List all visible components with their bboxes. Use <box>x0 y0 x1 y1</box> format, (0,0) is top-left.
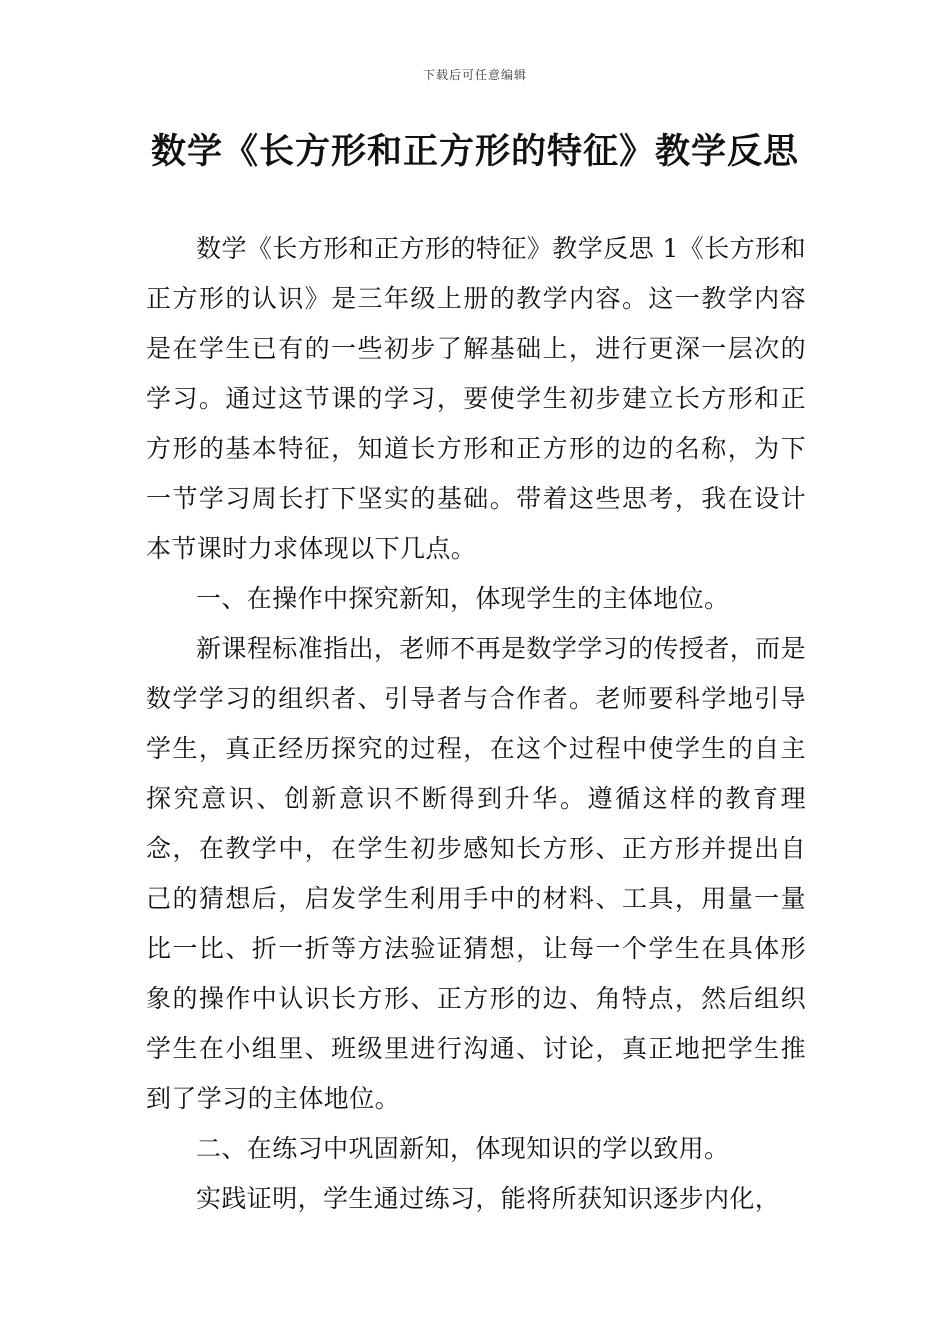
document-body <box>146 224 806 1224</box>
header-note: 下载后可任意编辑 <box>422 68 527 82</box>
paragraph: 实践证明，学生通过练习，能将所获知识逐步内化， <box>196 1184 781 1213</box>
paragraph: 数学《长方形和正方形的特征》教学反思 1《长方形和正方形的认识》是三年级上册的教学内容。这一教学内容是在学生已有的一些初步了解基础上，进行更深一层次的学习。通过这节课的学习，要使学生初步建立长方形和正方形的基本特征，知道长方形和正方形的边的名称，为下一节学习周长打下坚实的基础。带着这些思考，我在设计本节课时力求体现以下几点。 <box>146 234 806 563</box>
section-heading: 二、在练习中巩固新知，体现知识的学以致用。 <box>196 1134 730 1163</box>
section-heading: 一、在操作中探究新知，体现学生的主体地位。 <box>196 584 730 613</box>
document-title: 数学《长方形和正方形的特征》教学反思 <box>150 132 799 172</box>
paragraph: 新课程标准指出，老师不再是数学学习的传授者，而是数学学习的组织者、引导者与合作者。老师要科学地引导学生，真正经历探究的过程，在这个过程中使学生的自主探究意识、创新意识不断得到升华。遵循这样的教育理念，在教学中，在学生初步感知长方形、正方形并提出自己的猜想后，启发学生利用手中的材料、工具，用量一量比一比、折一折等方法验证猜想，让每一个学生在具体形象的操作中认识长方形、正方形的边、角特点，然后组织学生在小组里、班级里进行沟通、讨论，真正地把学生推到了学习的主体地位。 <box>146 634 806 1113</box>
